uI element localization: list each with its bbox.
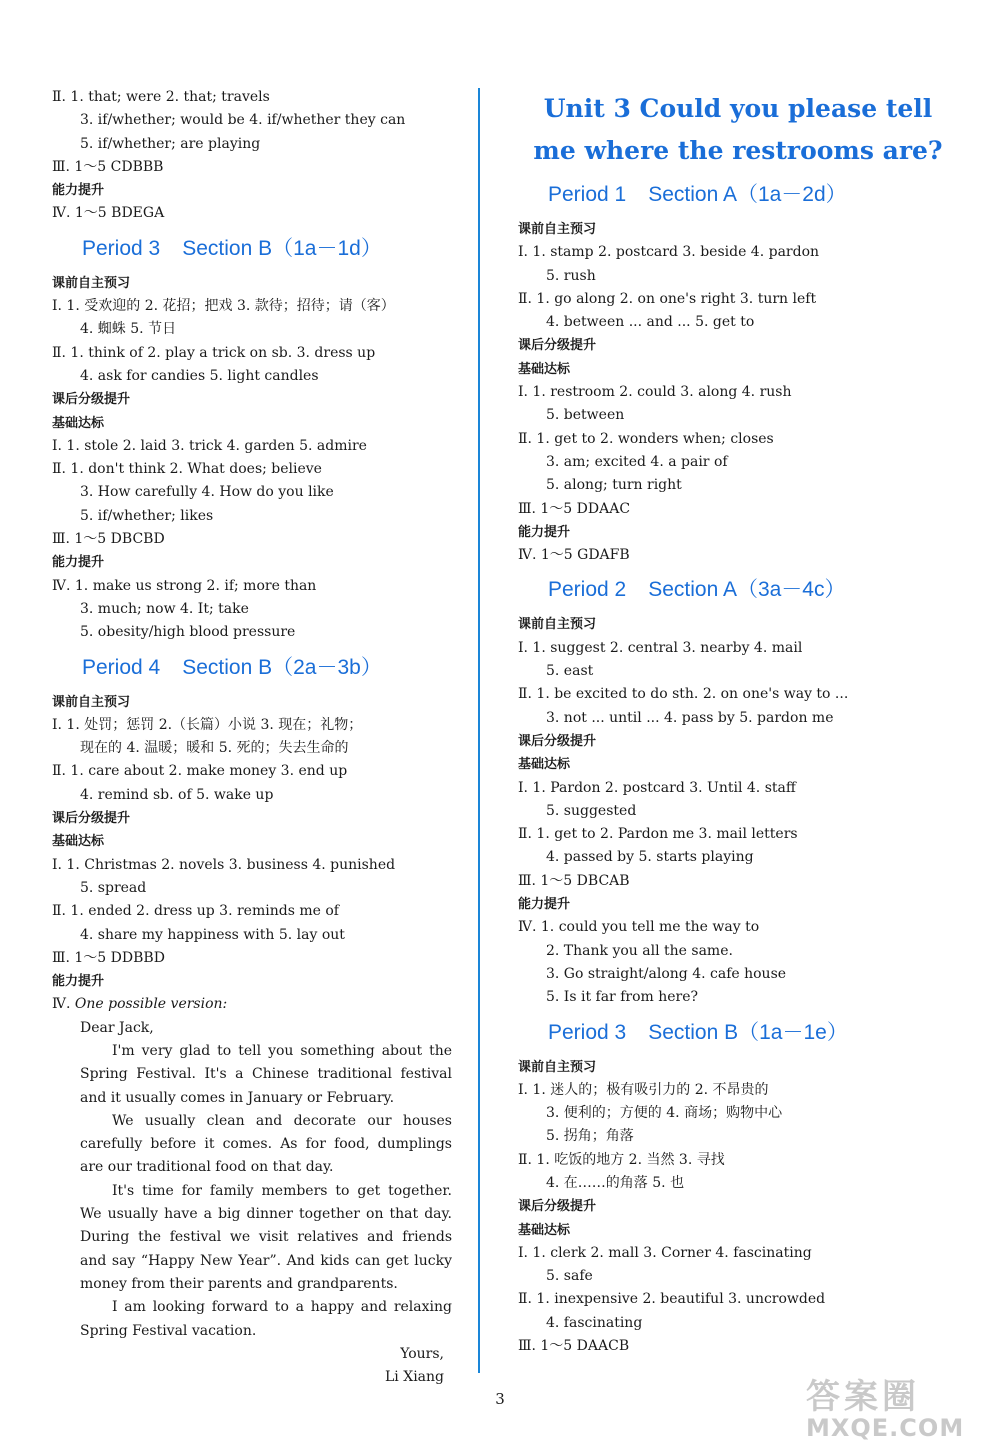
item-label: Ⅳ. (52, 996, 75, 1013)
answer-line: 4. share my happiness with 5. lay out (80, 926, 345, 943)
subheading: 能力提升 (518, 524, 571, 540)
answer-line: 5. safe (546, 1268, 593, 1285)
answer-line: Ⅱ. 1. 吃饭的地方 2. 当然 3. 寻找 (518, 1151, 725, 1168)
period-heading (518, 567, 958, 613)
subheading: 课后分级提升 (518, 338, 597, 354)
letter-paragraph: It's time for family members to get together. We usually have a big dinner together on that day. During the festival we visit relatives and friends and say “Happy New Year”. And kids can get lucky money from their parents and grandparents. (80, 1182, 452, 1292)
column-divider (478, 88, 480, 1373)
answer-line: Ⅳ. 1～5 GDAFB (518, 547, 630, 564)
section-label: Section B（1a－1d） (182, 236, 382, 260)
period-label: Period 3 (82, 236, 161, 260)
answer-line: 5. 拐角；角落 (546, 1128, 634, 1145)
answer-line: 3. if/whether; would be 4. if/whether they can (80, 112, 406, 129)
answer-line: 5. if/whether; likes (80, 507, 214, 524)
answer-line: Ⅰ. 1. Pardon 2. postcard 3. Until 4. staff (518, 779, 796, 796)
subheading: 基础达标 (52, 415, 105, 431)
subheading: 课前自主预习 (518, 1059, 597, 1075)
answer-line: 3. Go straight/along 4. cafe house (546, 965, 787, 982)
subheading: 课后分级提升 (52, 392, 131, 408)
answer-line: 5. rush (546, 267, 596, 284)
subheading: 能力提升 (518, 897, 571, 913)
period-heading (52, 645, 452, 691)
answer-line: 5. Is it far from here? (546, 989, 699, 1006)
answer-line: 2. Thank you all the same. (546, 942, 733, 959)
answer-line: 3. am; excited 4. a pair of (546, 453, 728, 470)
answer-line: 4. passed by 5. starts playing (546, 849, 754, 866)
subheading: 基础达标 (518, 361, 571, 377)
answer-line: Ⅲ. 1～5 DBCBD (52, 531, 165, 548)
answer-line: 4. remind sb. of 5. wake up (80, 786, 274, 803)
subheading: 基础达标 (52, 834, 105, 850)
period-heading (518, 172, 958, 218)
answer-line: 5. if/whether; are playing (80, 135, 261, 152)
version-note: One possible version: (74, 996, 228, 1013)
answer-line: 4. fascinating (546, 1314, 643, 1331)
answer-line: 5. obesity/high blood pressure (80, 624, 296, 641)
answer-line: Ⅰ. 1. stole 2. laid 3. trick 4. garden 5. admire (52, 437, 367, 454)
subheading: 基础达标 (518, 1222, 571, 1238)
answer-line (52, 993, 452, 1016)
answer-line: Ⅱ. 1. get to 2. wonders when; closes (518, 430, 774, 447)
subheading: 基础达标 (518, 757, 571, 773)
answer-line: Ⅱ. 1. get to 2. Pardon me 3. mail letters (518, 826, 798, 843)
unit-title: me where the restrooms are? (533, 136, 943, 165)
answer-line: Ⅰ. 1. clerk 2. mall 3. Corner 4. fascinating (518, 1244, 812, 1261)
subheading: 课后分级提升 (518, 1199, 597, 1215)
answer-line: 4. ask for candies 5. light candles (80, 367, 319, 384)
answer-line: Ⅳ. 1. make us strong 2. if; more than (52, 577, 317, 594)
period-label: Period 3 (548, 1020, 627, 1044)
answer-line: Ⅱ. 1. go along 2. on one's right 3. turn left (518, 290, 817, 307)
answer-line: Ⅳ. 1. could you tell me the way to (518, 919, 760, 936)
period-heading (518, 1010, 958, 1056)
section-label: Section B（1a－1e） (648, 1020, 848, 1044)
section-label: Section A（1a－2d） (648, 183, 847, 206)
answer-line: 5. spread (80, 879, 147, 896)
answer-line: Ⅰ. 1. stamp 2. postcard 3. beside 4. pardon (518, 244, 820, 261)
letter-closing: Yours, (400, 1345, 444, 1362)
watermark-url: MXQE.COM (806, 1414, 965, 1442)
subheading: 课前自主预习 (52, 275, 131, 291)
answer-line: Ⅱ. 1. don't think 2. What does; believe (52, 461, 322, 478)
answer-line: Ⅰ. 1. suggest 2. central 3. nearby 4. mail (518, 639, 803, 656)
letter-greeting: Dear Jack, (80, 1019, 154, 1036)
answer-line: Ⅰ. 1. restroom 2. could 3. along 4. rush (518, 384, 792, 401)
answer-line: Ⅱ. 1. ended 2. dress up 3. reminds me of (52, 903, 339, 920)
watermark-text: 答案圈 (806, 1377, 920, 1417)
answer-line: 3. not ... until ... 4. pass by 5. pardon me (546, 709, 834, 726)
letter-paragraph: I am looking forward to a happy and relaxing Spring Festival vacation. (80, 1299, 452, 1339)
letter-paragraph: I'm very glad to tell you something about the Spring Festival. It's a Chinese traditional festival and it usually comes in January or February. (80, 1042, 452, 1106)
answer-line: Ⅱ. 1. be excited to do sth. 2. on one's way to ... (518, 686, 849, 703)
unit-title: Unit 3 Could you please tell (543, 94, 933, 123)
answer-line: Ⅲ. 1～5 DDAAC (518, 500, 631, 517)
answer-line: Ⅲ. 1～5 DBCAB (518, 872, 630, 889)
answer-line: 3. How carefully 4. How do you like (80, 484, 334, 501)
watermark-logo (806, 1369, 986, 1441)
letter-paragraph: We usually clean and decorate our houses carefully before it comes. As for food, dumplings are our traditional food on that day. (80, 1112, 452, 1176)
answer-line: Ⅰ. 1. 受欢迎的 2. 花招；把戏 3. 款待；招待；请（客） (52, 298, 395, 315)
answer-line: 3. 便利的；方便的 4. 商场；购物中心 (546, 1105, 783, 1122)
section-label: Section A（3a－4c） (648, 578, 846, 602)
letter-signature: Li Xiang (385, 1369, 444, 1386)
subheading: 课前自主预习 (52, 694, 131, 710)
answer-line: Ⅰ. 1. 迷人的；极有吸引力的 2. 不昂贵的 (518, 1081, 769, 1098)
answer-line: 4. 在……的角落 5. 也 (546, 1174, 685, 1191)
answer-line: Ⅲ. 1～5 DAACB (518, 1338, 630, 1355)
answer-line: 现在的 4. 温暖；暖和 5. 死的；失去生命的 (80, 740, 349, 757)
answer-line: Ⅳ. 1～5 BDEGA (52, 205, 165, 222)
page-number: 3 (495, 1390, 505, 1408)
period-label: Period 4 (82, 655, 161, 679)
answer-line: 5. east (546, 663, 594, 680)
answer-line: Ⅱ. 1. that; were 2. that; travels (52, 89, 270, 105)
subheading: 课后分级提升 (518, 733, 597, 749)
subheading: 能力提升 (52, 974, 105, 990)
answer-line: Ⅰ. 1. Christmas 2. novels 3. business 4. punished (52, 856, 396, 873)
answer-line: 5. between (546, 407, 625, 424)
subheading: 课前自主预习 (518, 617, 597, 633)
answer-line: Ⅱ. 1. think of 2. play a trick on sb. 3. dress up (52, 344, 376, 361)
answer-line: 5. along; turn right (546, 477, 682, 494)
answer-line: Ⅱ. 1. inexpensive 2. beautiful 3. uncrowded (518, 1291, 826, 1308)
section-label: Section B（2a－3b） (182, 655, 382, 679)
subheading: 课前自主预习 (518, 222, 597, 237)
period-label: Period 1 (548, 183, 627, 206)
answer-line: Ⅰ. 1. 处罚；惩罚 2.（长篇）小说 3. 现在；礼物； (52, 716, 363, 733)
left-column (52, 86, 452, 1389)
answer-line: Ⅲ. 1～5 DDBBD (52, 949, 165, 966)
answer-line: 5. suggested (546, 802, 637, 819)
answer-line: 4. between ... and ... 5. get to (546, 314, 755, 331)
right-column (518, 86, 958, 1358)
subheading: 课后分级提升 (52, 811, 131, 827)
period-label: Period 2 (548, 578, 627, 602)
answer-line: 4. 蜘蛛 5. 节日 (80, 321, 177, 338)
subheading: 能力提升 (52, 183, 105, 199)
subheading: 能力提升 (52, 555, 105, 571)
answer-line: 3. much; now 4. It; take (80, 600, 249, 617)
period-heading (52, 226, 452, 272)
answer-line: Ⅲ. 1～5 CDBBB (52, 158, 164, 175)
answer-line: Ⅱ. 1. care about 2. make money 3. end up (52, 763, 348, 780)
